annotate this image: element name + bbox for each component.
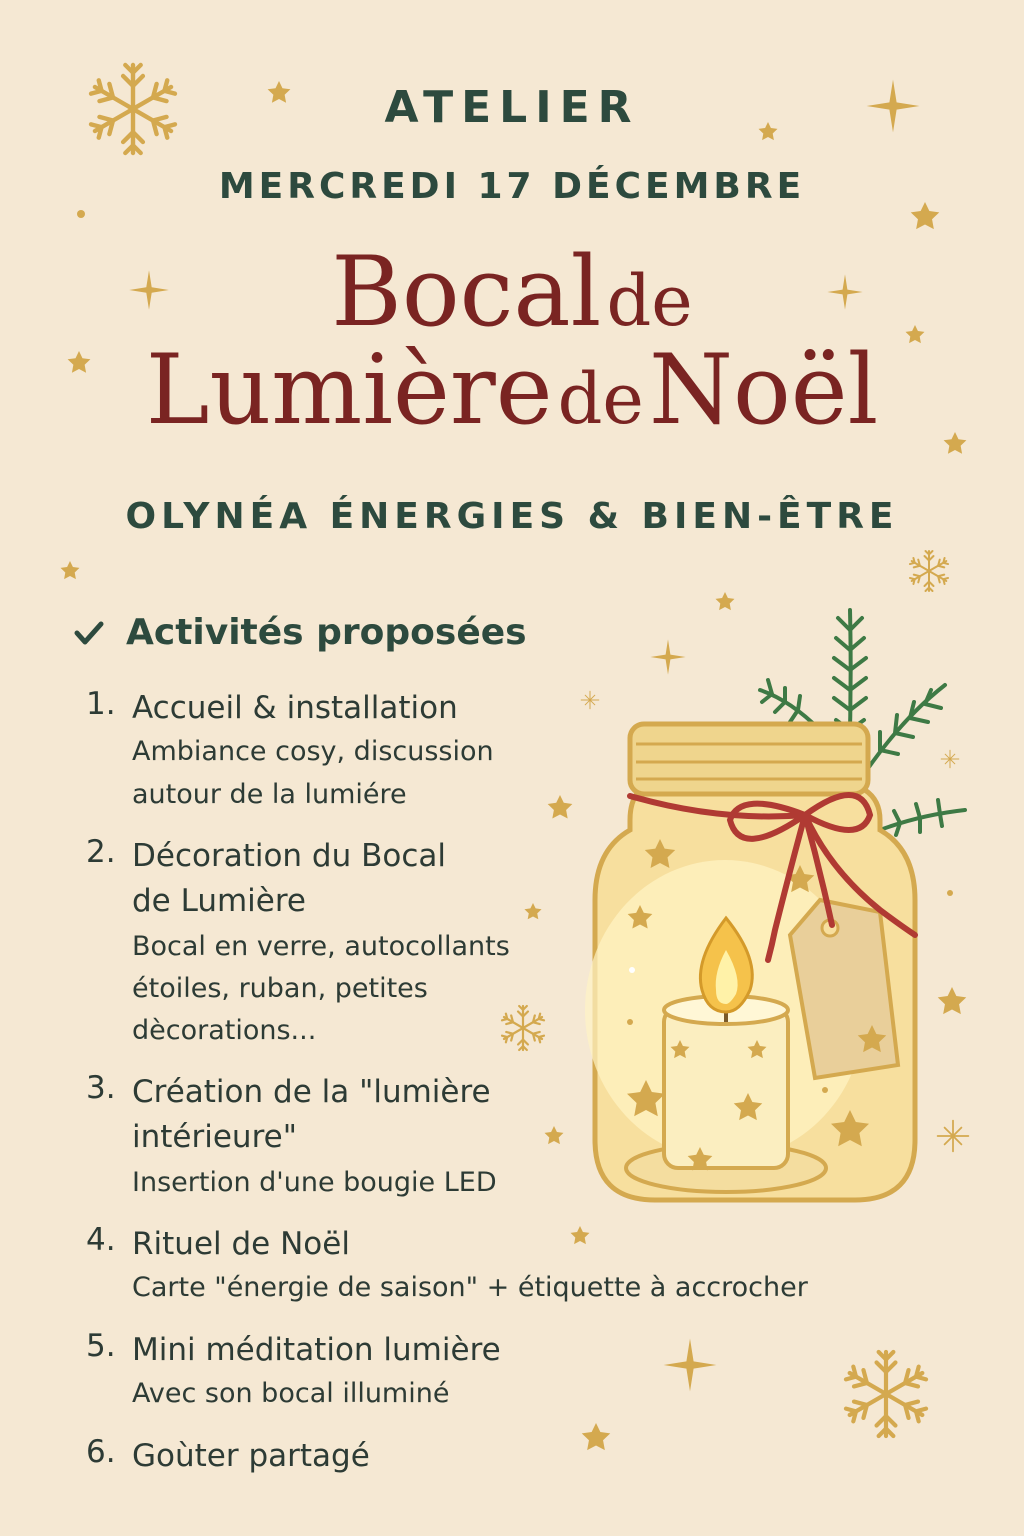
checkmark-icon [72, 616, 106, 650]
activity-number: 2. [86, 834, 116, 870]
activity-title: intérieure" [132, 1119, 297, 1155]
activity-title: Création de la "lumière [132, 1074, 491, 1110]
activity-number: 4. [86, 1222, 116, 1258]
sparkle-icon [581, 691, 599, 709]
title-word: Lumière [145, 334, 553, 446]
snowflake-icon [845, 1352, 927, 1436]
activity-number: 5. [86, 1328, 116, 1364]
star-icon [524, 903, 541, 919]
sparkle-icon [664, 1339, 717, 1392]
activity-description: Bocal en verre, autocollants [132, 931, 510, 962]
activity-description: dècorations... [132, 1015, 317, 1046]
sparkle-icon [941, 750, 959, 768]
activity-description: Avec son bocal illuminé [132, 1378, 450, 1409]
event-kicker: ATELIER [384, 82, 640, 133]
event-date: MERCREDI 17 DÉCEMBRE [218, 166, 806, 207]
activities-heading-label: Activités proposées [126, 612, 527, 653]
title-word: de [557, 358, 644, 440]
star-icon [545, 1126, 564, 1144]
activity-title: Goùter partagé [132, 1438, 370, 1474]
organizer-name: OLYNÉA ÉNERGIES & BIEN-ÊTRE [125, 496, 899, 537]
pine-branch-icon [760, 610, 965, 835]
activity-title: Décoration du Bocal [132, 838, 446, 874]
activity-number: 6. [86, 1434, 116, 1470]
activity-description: étoiles, ruban, petites [132, 973, 428, 1004]
activity-description: Ambiance cosy, discussion [132, 736, 494, 767]
star-icon [938, 987, 967, 1014]
activity-number: 3. [86, 1070, 116, 1106]
activity-description: autour de la lumiére [132, 779, 407, 810]
sparkle-icon [938, 1121, 969, 1152]
snowflake-icon [909, 551, 948, 591]
activity-number: 1. [86, 686, 116, 722]
mason-jar-candle-icon [585, 610, 965, 1200]
sparkle-icon [650, 639, 685, 674]
star-icon [582, 1423, 611, 1450]
activity-description: Carte "énergie de saison" + étiquette à accrocher [132, 1272, 808, 1303]
star-icon [548, 795, 573, 819]
star-icon [571, 1226, 590, 1244]
star-icon [61, 561, 80, 579]
ribbon-bow-icon [630, 795, 915, 960]
gift-tag-icon [790, 900, 898, 1078]
activity-description: Insertion d'une bougie LED [132, 1167, 497, 1198]
activity-title: Accueil & installation [132, 690, 458, 726]
activity-title: Rituel de Noël [132, 1226, 350, 1262]
title-word: Noël [648, 334, 879, 446]
page-title [0, 236, 1024, 446]
title-word: de [606, 260, 693, 342]
star-icon [716, 592, 735, 610]
snowflake-icon [501, 1006, 544, 1050]
title-word: Bocal [331, 236, 602, 348]
activities-heading [72, 612, 527, 653]
activity-title: Mini méditation lumière [132, 1332, 501, 1368]
activity-title: de Lumière [132, 883, 306, 919]
